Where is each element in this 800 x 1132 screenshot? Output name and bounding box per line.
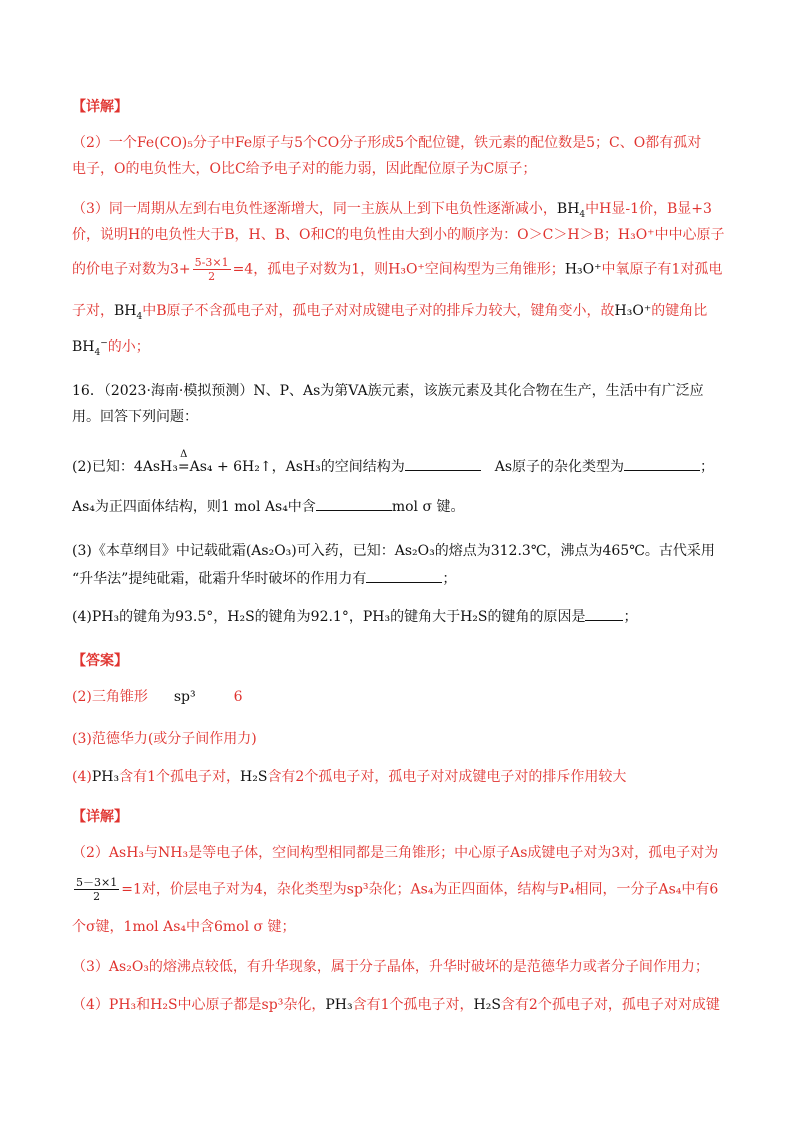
answer-blank[interactable] xyxy=(316,496,392,511)
answer-2: (2)三角锥形 sp³ 6 xyxy=(72,689,243,705)
detail-p2-line1: （2）一个Fe(CO)₅分子中Fe原子与5个CO分子形成5个配位键，铁元素的配位数是5；C、O都有孤对 xyxy=(72,135,702,151)
question-16-intro-2: 用。回答下列问题： xyxy=(72,409,198,425)
answer-4: (4)PH₃含有1个孤电子对，H₂S含有2个孤电子对，孤电子对对成键电子对的排斥作用较大 xyxy=(72,769,627,785)
detail2-p2-line1: （2）AsH₃与NH₃是等电子体，空间构型相同都是三角锥形；中心原子As成键电子对为3对，孤电子对为 xyxy=(72,845,719,861)
detail-header-2: 【详解】 xyxy=(72,809,128,825)
detail2-p2-line2: $\frac{5-3\times 1}{2}$ =1对，价层电子对为4，杂化类型为sp³杂化；As₄为正四面体，结构与P₄相同，一分子As₄中有6 xyxy=(76,876,719,903)
answer-blank[interactable] xyxy=(366,568,442,583)
detail-header-1: 【详解】 xyxy=(72,99,128,115)
detail2-p2-line3: 个σ键，1mol As₄中含6mol σ 键； xyxy=(72,919,296,935)
fraction: $\frac{5-3\times 1}{2}$ xyxy=(76,876,118,903)
detail-p3-line5: $BH_4^-$的小； xyxy=(72,338,150,358)
detail2-p4: （4）PH₃和H₂S中心原子都是sp³杂化，PH₃含有1个孤电子对，H₂S含有2个孤电子对，孤电子对对成键 xyxy=(72,997,720,1013)
question-16-intro-1: 16．（2023·海南·模拟预测）N、P、As为第VA族元素，该族元素及其化合物在生产，生活中有广泛应 xyxy=(72,383,704,399)
question-3-line1: (3)《本草纲目》中记载砒霜(As₂O₃)可入药，已知：As₂O₃的熔点为312.3℃，沸点为465℃。古代采用 xyxy=(72,543,715,559)
detail-p3-line2: 价，说明H的电负性大于B，H、B、O和C的电负性由大到小的顺序为：O＞C＞H＞B；H₃O⁺中中心原子 xyxy=(72,227,725,243)
formula-bh4: $BH_4$ xyxy=(556,201,586,220)
question-3-line2: “升华法”提纯砒霜，砒霜升华时破坏的作用力有 ； xyxy=(72,568,456,590)
text: 中H显-1价，B显+3 xyxy=(585,201,712,217)
question-2-line2: As₄为正四面体结构，则1 mol As₄中含 mol σ 键。 xyxy=(72,496,464,518)
fraction: $\frac{5-3\times 1}{2}$ xyxy=(194,256,229,283)
detail-p2-line2: 电子，O的电负性大，O比C给予电子对的能力弱，因此配位原子为C原子； xyxy=(72,161,537,177)
text: （3）同一周期从左到右电负性逐渐增大，同一主族从上到下电负性逐渐减小， xyxy=(72,201,557,217)
question-2-line1: (2)已知：4AsH₃ Δ =As₄ + 6H₂↑，AsH₃的空间结构为 As原子的杂化类型为 ； xyxy=(72,449,715,475)
formula-h3o: H₃O⁺ xyxy=(614,303,652,319)
detail-p3-line4: 子对，$BH_4$中B原子不含孤电子对，孤电子对对成键电子对的排斥力较大，键角变小，故H₃O⁺的键角比 xyxy=(72,303,708,322)
detail-p3-line3: 的价电子对数为3+ $\frac{5-3\times 1}{2}$ =4，孤电子对数为1，则H₃O⁺空间构型为三角锥形；H₃O⁺中氧原子有1对孤电 xyxy=(72,256,723,283)
detail-p3-line1 xyxy=(72,198,712,220)
answer-blank[interactable] xyxy=(585,606,623,621)
answer-header: 【答案】 xyxy=(72,653,128,669)
answer-3: (3)范德华力(或分子间作用力) xyxy=(72,731,257,747)
question-4-line: (4)PH₃的键角为93.5°，H₂S的键角为92.1°，PH₃的键角大于H₂S的键角的原因是 ； xyxy=(72,606,637,628)
formula-bh4: $BH_4$ xyxy=(114,303,143,322)
answer-blank[interactable] xyxy=(624,456,700,471)
detail2-p3: （3）As₂O₃的熔沸点较低，有升华现象，属于分子晶体，升华时破坏的是范德华力或者分子间作用力； xyxy=(72,959,709,975)
formula-h3o: H₃O⁺ xyxy=(564,261,602,278)
formula-bh4-minus: $BH_4^-$ xyxy=(72,338,108,358)
answer-blank[interactable] xyxy=(405,456,481,471)
